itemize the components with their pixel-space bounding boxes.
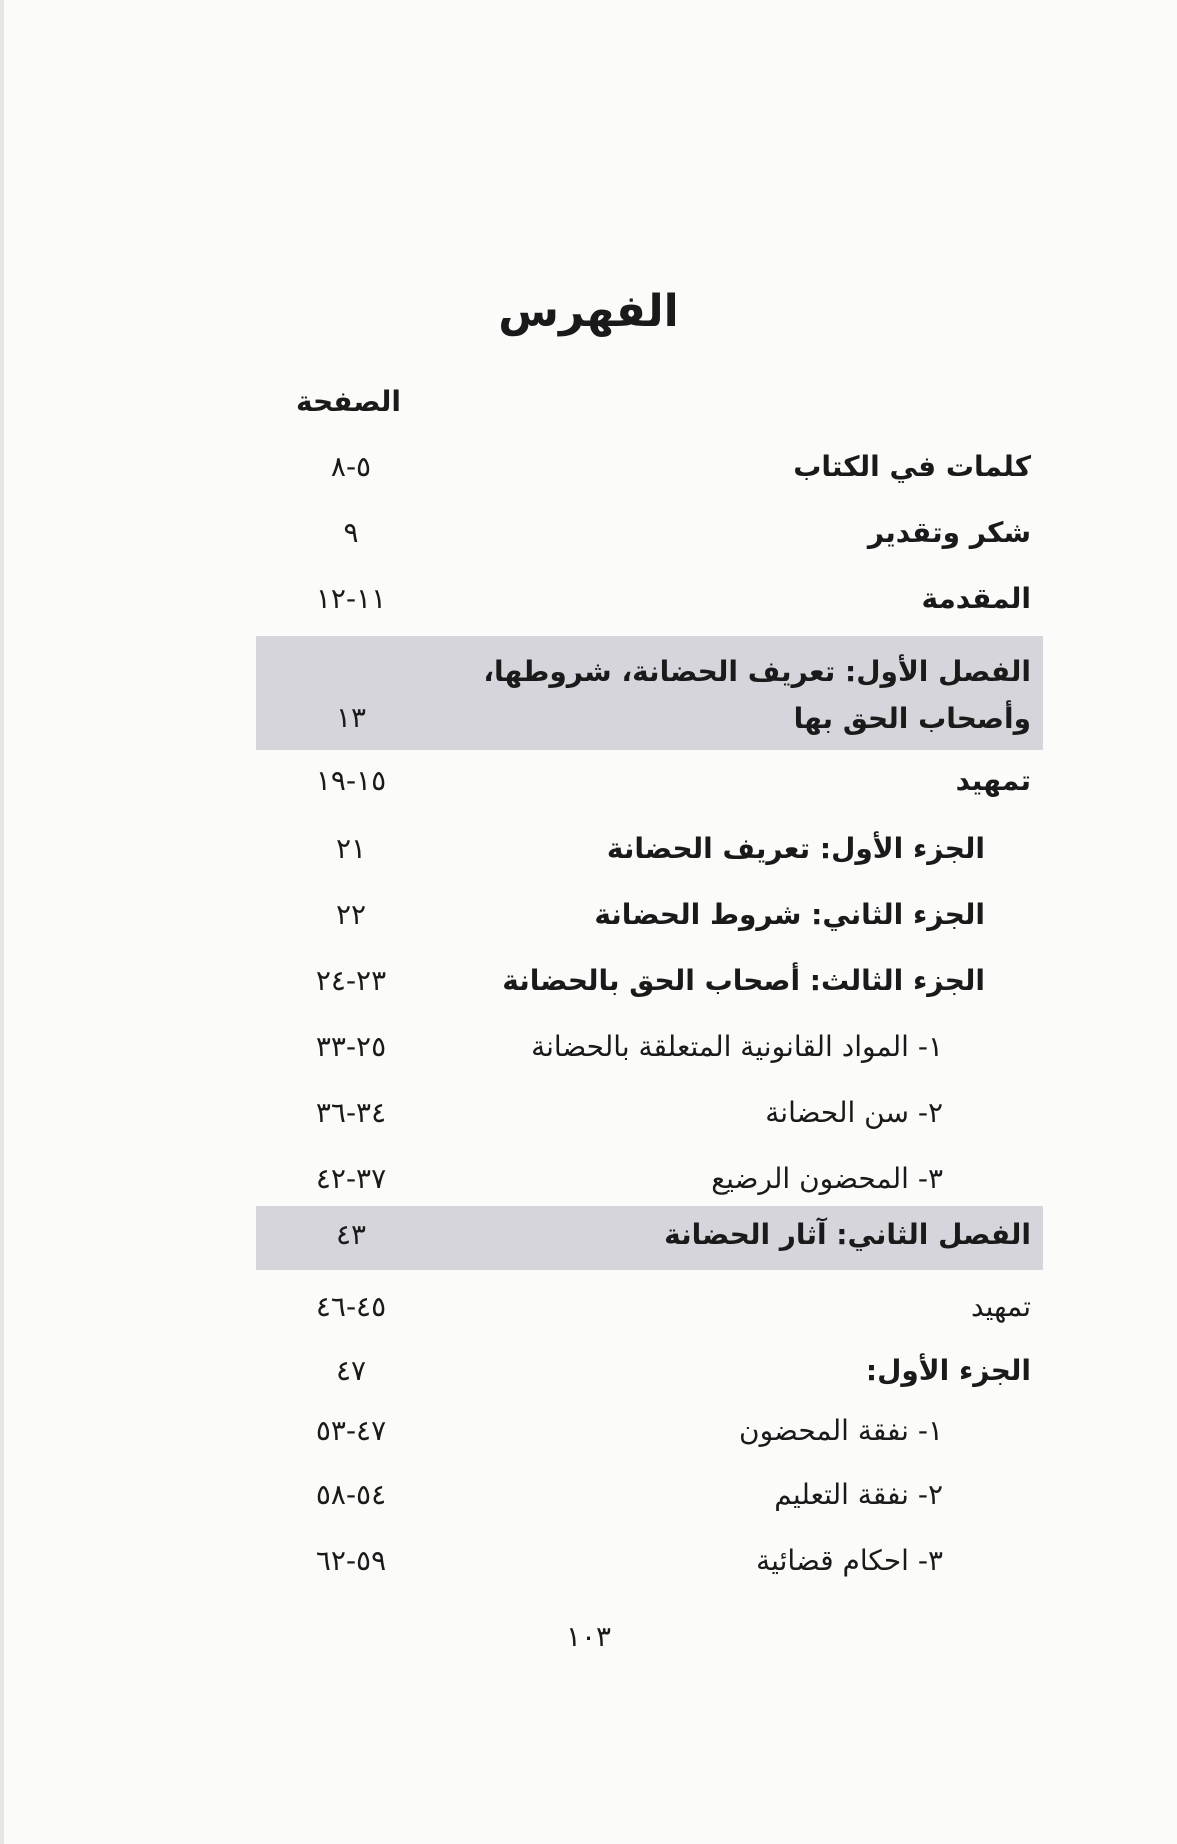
toc-entry (256, 832, 1043, 872)
toc-entry (256, 582, 1043, 622)
toc-entry-page: ١١-١٢ (315, 582, 387, 615)
toc-entry-label: ٢- نفقة التعليم (774, 1478, 943, 1511)
chapter-heading (256, 1206, 1043, 1270)
toc-entry-page: ٢٢ (335, 898, 367, 931)
toc-entry-label: الجزء الثاني: شروط الحضانة (594, 898, 985, 931)
toc-entry-label: كلمات في الكتاب (793, 450, 1031, 483)
toc-entry (256, 1290, 1043, 1330)
toc-entry-label: تمهيد (955, 764, 1031, 797)
toc-entry-page: ٥-٨ (330, 450, 372, 483)
chapter-heading (256, 636, 1043, 750)
toc-entry (256, 1544, 1043, 1584)
toc-entry (256, 1354, 1043, 1394)
toc-entry-page: ٢٣-٢٤ (315, 964, 387, 997)
toc-entry-page: ٥٤-٥٨ (315, 1478, 387, 1511)
toc-entry (256, 1030, 1043, 1070)
toc-entry-page: ٤٥-٤٦ (315, 1290, 387, 1323)
toc-entry (256, 898, 1043, 938)
toc-entry (256, 1096, 1043, 1136)
toc-entry-page: ٤٧ (335, 1354, 367, 1387)
toc-entry-page: ٩ (343, 516, 359, 549)
chapter-heading-page: ٤٣ (335, 1218, 367, 1251)
toc-entry (256, 764, 1043, 804)
toc-entry (256, 450, 1043, 490)
toc-entry (256, 1162, 1043, 1202)
chapter-heading-page: ١٣ (335, 701, 367, 734)
toc-entry-label: المقدمة (921, 582, 1031, 615)
toc-entry-label: ١- المواد القانونية المتعلقة بالحضانة (531, 1030, 943, 1063)
page-column-header: الصفحة (296, 385, 402, 418)
toc-entry-label: ٢- سن الحضانة (765, 1096, 943, 1129)
toc-entry-label: ٣- احكام قضائية (756, 1544, 943, 1577)
toc-entry-label: شكر وتقدير (867, 516, 1031, 549)
toc-entry-page: ٥٩-٦٢ (315, 1544, 387, 1577)
toc-entry-page: ٢٥-٣٣ (315, 1030, 387, 1063)
toc-entry-page: ٤٧-٥٣ (315, 1414, 387, 1447)
chapter-heading-label: الفصل الأول: تعريف الحضانة، شروطها، وأصحاب الحق بها (483, 655, 1031, 735)
toc-entry-label: ١- نفقة المحضون (739, 1414, 943, 1447)
toc-entry-page: ١٥-١٩ (315, 764, 387, 797)
toc-entry (256, 1414, 1043, 1454)
page-title: الفهرس (498, 286, 679, 337)
toc-entry-page: ٢١ (335, 832, 367, 865)
page-edge (0, 0, 4, 1844)
toc-entry-page: ٣٧-٤٢ (315, 1162, 387, 1195)
chapter-heading-label: الفصل الثاني: آثار الحضانة (664, 1218, 1031, 1251)
toc-entry (256, 516, 1043, 556)
toc-entry-label: تمهيد (970, 1290, 1031, 1323)
page-number: ١٠٣ (565, 1620, 612, 1653)
toc-entry (256, 1478, 1043, 1518)
toc-entry-label: الجزء الأول: (865, 1354, 1031, 1387)
toc-entry-page: ٣٤-٣٦ (315, 1096, 387, 1129)
toc-entry-label: الجزء الأول: تعريف الحضانة (606, 832, 985, 865)
toc-entry-label: الجزء الثالث: أصحاب الحق بالحضانة (502, 964, 985, 997)
toc-entry (256, 964, 1043, 1004)
toc-entry-label: ٣- المحضون الرضيع (711, 1162, 943, 1195)
